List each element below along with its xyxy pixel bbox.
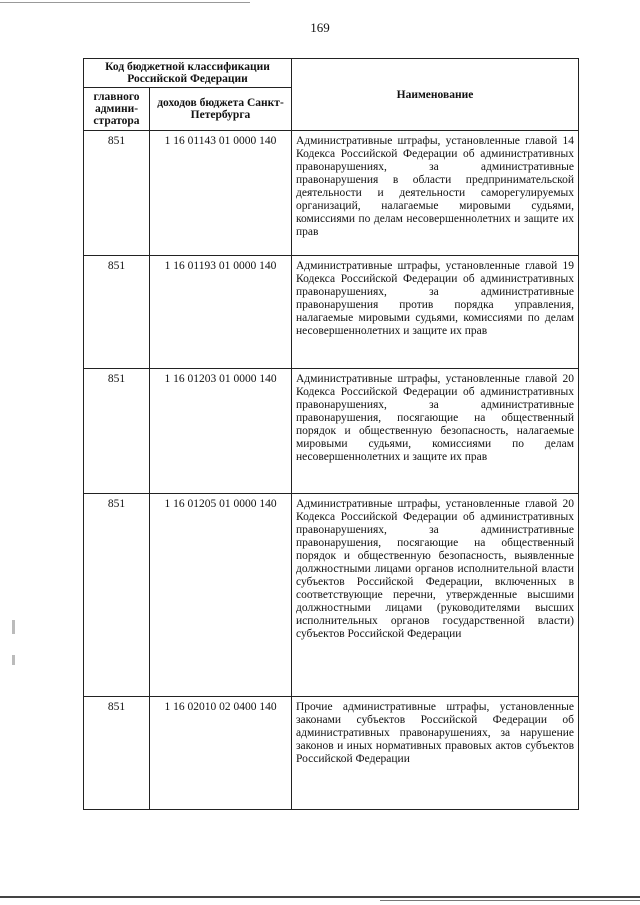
admin-code-cell: 851 — [84, 494, 150, 697]
name-cell: Прочие административные штрафы, установленные законами субъектов Российской Федерации об административных правонарушениях, за нарушение законов и иных нормативных правовых актов субъектов Российской Федерации — [292, 697, 579, 810]
table-row — [84, 256, 579, 369]
income-code-cell: 1 16 02010 02 0400 140 — [150, 697, 292, 810]
table-row — [84, 494, 579, 697]
margin-mark — [12, 655, 15, 665]
name-cell: Административные штрафы, установленные главой 20 Кодекса Российской Федерации об административных правонарушениях, за административные правонарушения, посягающие на общественный порядок и общественную безопасность, выявленные должностными лицами органов исполнительной власти субъектов Российской Федерации, включенных в соответствующие перечни, утвержденные высшими должностными лицами (руководителями высших исполнительных органов государственной власти) субъектов Российской Федерации — [292, 494, 579, 697]
budget-classification-table — [83, 58, 579, 810]
name-cell: Административные штрафы, установленные главой 14 Кодекса Российской Федерации об административных правонарушениях, за административные правонарушения в области предпринимательской деятельности и деятельности саморегулируемых организаций, налагаемые мировыми судьями, комиссиями по делам несовершеннолетних и защите их прав — [292, 131, 579, 256]
income-code-cell: 1 16 01193 01 0000 140 — [150, 256, 292, 369]
admin-code-cell: 851 — [84, 697, 150, 810]
margin-mark — [12, 620, 15, 634]
income-code-cell: 1 16 01143 01 0000 140 — [150, 131, 292, 256]
table-row — [84, 697, 579, 810]
header-name: Наименование — [292, 59, 579, 131]
header-income: доходов бюджета Санкт-Петербурга — [150, 88, 292, 131]
header-admin: главного админи-стратора — [84, 88, 150, 131]
name-cell: Административные штрафы, установленные главой 20 Кодекса Российской Федерации об административных правонарушениях, за административные правонарушения, посягающие на общественный порядок и общественную безопасность, налагаемые мировыми судьями, комиссиями по делам несовершеннолетних и защите их прав — [292, 369, 579, 494]
bottom-rule — [380, 900, 640, 901]
admin-code-cell: 851 — [84, 256, 150, 369]
header-code-group: Код бюджетной классификации Российской Федерации — [84, 59, 292, 88]
income-code-cell: 1 16 01203 01 0000 140 — [150, 369, 292, 494]
page-number: 169 — [310, 20, 330, 35]
top-rule — [0, 2, 250, 3]
table-row — [84, 369, 579, 494]
income-code-cell: 1 16 01205 01 0000 140 — [150, 494, 292, 697]
admin-code-cell: 851 — [84, 131, 150, 256]
table-row — [84, 131, 579, 256]
bottom-rule — [0, 896, 640, 898]
admin-code-cell: 851 — [84, 369, 150, 494]
name-cell: Административные штрафы, установленные главой 19 Кодекса Российской Федерации об административных правонарушениях, за административные правонарушения против порядка управления, налагаемые мировыми судьями, комиссиями по делам несовершеннолетних и защите их прав — [292, 256, 579, 369]
